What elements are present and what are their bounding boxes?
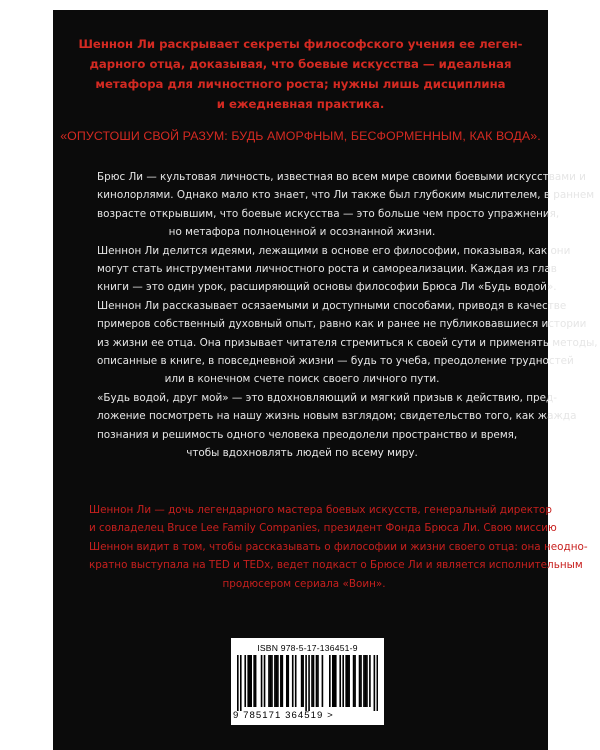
barcode-bar bbox=[369, 655, 371, 707]
author-line: и совладелец Bruce Lee Family Companies, президент Фонда Брюса Ли. Свою миссию bbox=[89, 522, 557, 535]
barcode-bar bbox=[332, 655, 334, 707]
barcode-bar bbox=[335, 655, 337, 707]
lead-line: и ежедневная практика. bbox=[216, 97, 385, 111]
body-line: могут стать инструментами личностного роста и самореализации. Каждая из глав bbox=[97, 263, 557, 276]
body-line: но метафора полноценной и осознанной жизни. bbox=[168, 226, 436, 239]
barcode-bar bbox=[295, 655, 297, 707]
barcode-bar bbox=[342, 655, 344, 707]
barcode-bar bbox=[280, 655, 282, 707]
barcode-bar bbox=[348, 655, 350, 707]
barcode-bar bbox=[347, 655, 349, 707]
body-line: «Будь водой, друг мой» — это вдохновляющий и мягкий призыв к действию, пред- bbox=[97, 391, 557, 404]
author-bio bbox=[89, 501, 588, 593]
body-line: кинолорлями. Однако мало кто знает, что Ли также был глубоким мыслителем, в раннем bbox=[97, 189, 595, 202]
barcode-bar bbox=[286, 655, 288, 707]
barcode-bar bbox=[249, 655, 251, 707]
barcode-bar bbox=[277, 655, 279, 707]
author-line: Шеннон видит в том, чтобы рассказывать о философии и жизни своего отца: она неодно- bbox=[89, 540, 588, 553]
barcode-bar bbox=[240, 655, 242, 711]
author-line: продюсером сериала «Воин». bbox=[222, 577, 386, 590]
barcode-bar bbox=[271, 655, 273, 707]
body-line: ложение посмотреть на нашу жизнь новым взглядом; свидетельство того, как жажда bbox=[97, 410, 577, 423]
body-line: возрасте открывшим, что боевые искусства — это больше чем просто упражнения, bbox=[97, 207, 560, 220]
barcode-bar bbox=[308, 655, 310, 711]
lead-line: дарного отца, доказывая, что боевые искусства — идеальная bbox=[89, 57, 512, 71]
barcode-bar bbox=[333, 655, 335, 707]
barcode-bar bbox=[301, 655, 303, 707]
barcode-bar bbox=[354, 655, 356, 707]
barcode-bars bbox=[237, 655, 378, 711]
isbn-barcode bbox=[231, 638, 384, 725]
barcode-bar bbox=[345, 655, 347, 707]
barcode-bar bbox=[305, 655, 307, 711]
barcode-bar bbox=[274, 655, 276, 707]
barcode-bar bbox=[374, 655, 376, 711]
body-line: из жизни ее отца. Она призывает читателя стремиться к своей сути и применять методы, bbox=[97, 336, 598, 349]
barcode-bar bbox=[365, 655, 367, 707]
barcode-bar bbox=[276, 655, 278, 707]
barcode-bar bbox=[287, 655, 289, 707]
lead-line: метафора для личностного роста; нужны лишь дисциплина bbox=[95, 77, 506, 91]
isbn-label: ISBN 978-5-17-136451-9 bbox=[257, 643, 358, 653]
barcode-bar bbox=[247, 655, 249, 707]
barcode-digits: 9 785171 364519 > bbox=[233, 710, 334, 721]
barcode-bar bbox=[255, 655, 257, 707]
barcode-bar bbox=[317, 655, 319, 707]
barcode-bar bbox=[253, 655, 255, 707]
barcode-bar bbox=[329, 655, 331, 707]
author-line: кратно выступала на TED и TEDx, ведет подкаст о Брюсе Ли и является исполнительным bbox=[89, 559, 583, 572]
barcode-bar bbox=[366, 655, 368, 707]
body-line: или в конечном счете поиск своего личного пути. bbox=[164, 373, 440, 386]
body-line: Брюс Ли — культовая личность, известная во всем мире своими боевыми искусствами и bbox=[97, 171, 586, 183]
barcode-bar bbox=[292, 655, 294, 707]
barcode-bar bbox=[322, 655, 324, 707]
barcode-bar bbox=[363, 655, 365, 707]
lead-line: Шеннон Ли раскрывает секреты философского учения ее леген- bbox=[78, 37, 523, 51]
body-line: чтобы вдохновлять людей по всему миру. bbox=[186, 447, 418, 460]
barcode-bar bbox=[282, 655, 284, 707]
barcode-bar bbox=[316, 655, 318, 707]
lead-paragraph bbox=[53, 34, 548, 114]
body-line: Шеннон Ли делится идеями, лежащими в основе его философии, показывая, как они bbox=[97, 244, 571, 257]
barcode-bar bbox=[313, 655, 315, 707]
barcode-bar bbox=[339, 655, 341, 707]
barcode-bar bbox=[311, 655, 313, 707]
barcode-bar bbox=[264, 655, 266, 707]
barcode-bar bbox=[359, 655, 361, 707]
author-line: Шеннон Ли — дочь легендарного мастера боевых искусств, генеральный директор bbox=[89, 504, 553, 516]
body-line: примеров собственный духовный опыт, равно как и ранее не публиковавшиеся истории bbox=[97, 318, 587, 331]
barcode-bar bbox=[244, 655, 246, 707]
barcode-bar bbox=[250, 655, 252, 707]
barcode-bar bbox=[353, 655, 355, 707]
barcode-bar bbox=[377, 655, 378, 711]
barcode-bar bbox=[270, 655, 272, 707]
barcode-bar bbox=[237, 655, 239, 711]
body-line: описанные в книге, в повседневной жизни — будь то учеба, преодоление трудностей bbox=[97, 355, 574, 368]
pull-quote: «ОПУСТОШИ СВОЙ РАЗУМ: БУДЬ АМОРФНЫМ, БЕСФОРМЕННЫМ, КАК ВОДА». bbox=[60, 129, 541, 143]
cover-panel bbox=[53, 10, 598, 750]
body-line: книги — это один урок, расширяющий основы философии Брюса Ли «Будь водой». bbox=[97, 281, 557, 294]
description-text bbox=[97, 168, 598, 463]
barcode-bar bbox=[302, 655, 304, 707]
body-line: Шеннон Ли рассказывает осязаемыми и доступными способами, приводя в качестве bbox=[97, 299, 567, 312]
body-line: познания и решимость одного человека преодолели пространство и время, bbox=[97, 428, 518, 441]
barcode-bar bbox=[360, 655, 362, 707]
barcode-bar bbox=[261, 655, 263, 707]
barcode-bar bbox=[268, 655, 270, 707]
